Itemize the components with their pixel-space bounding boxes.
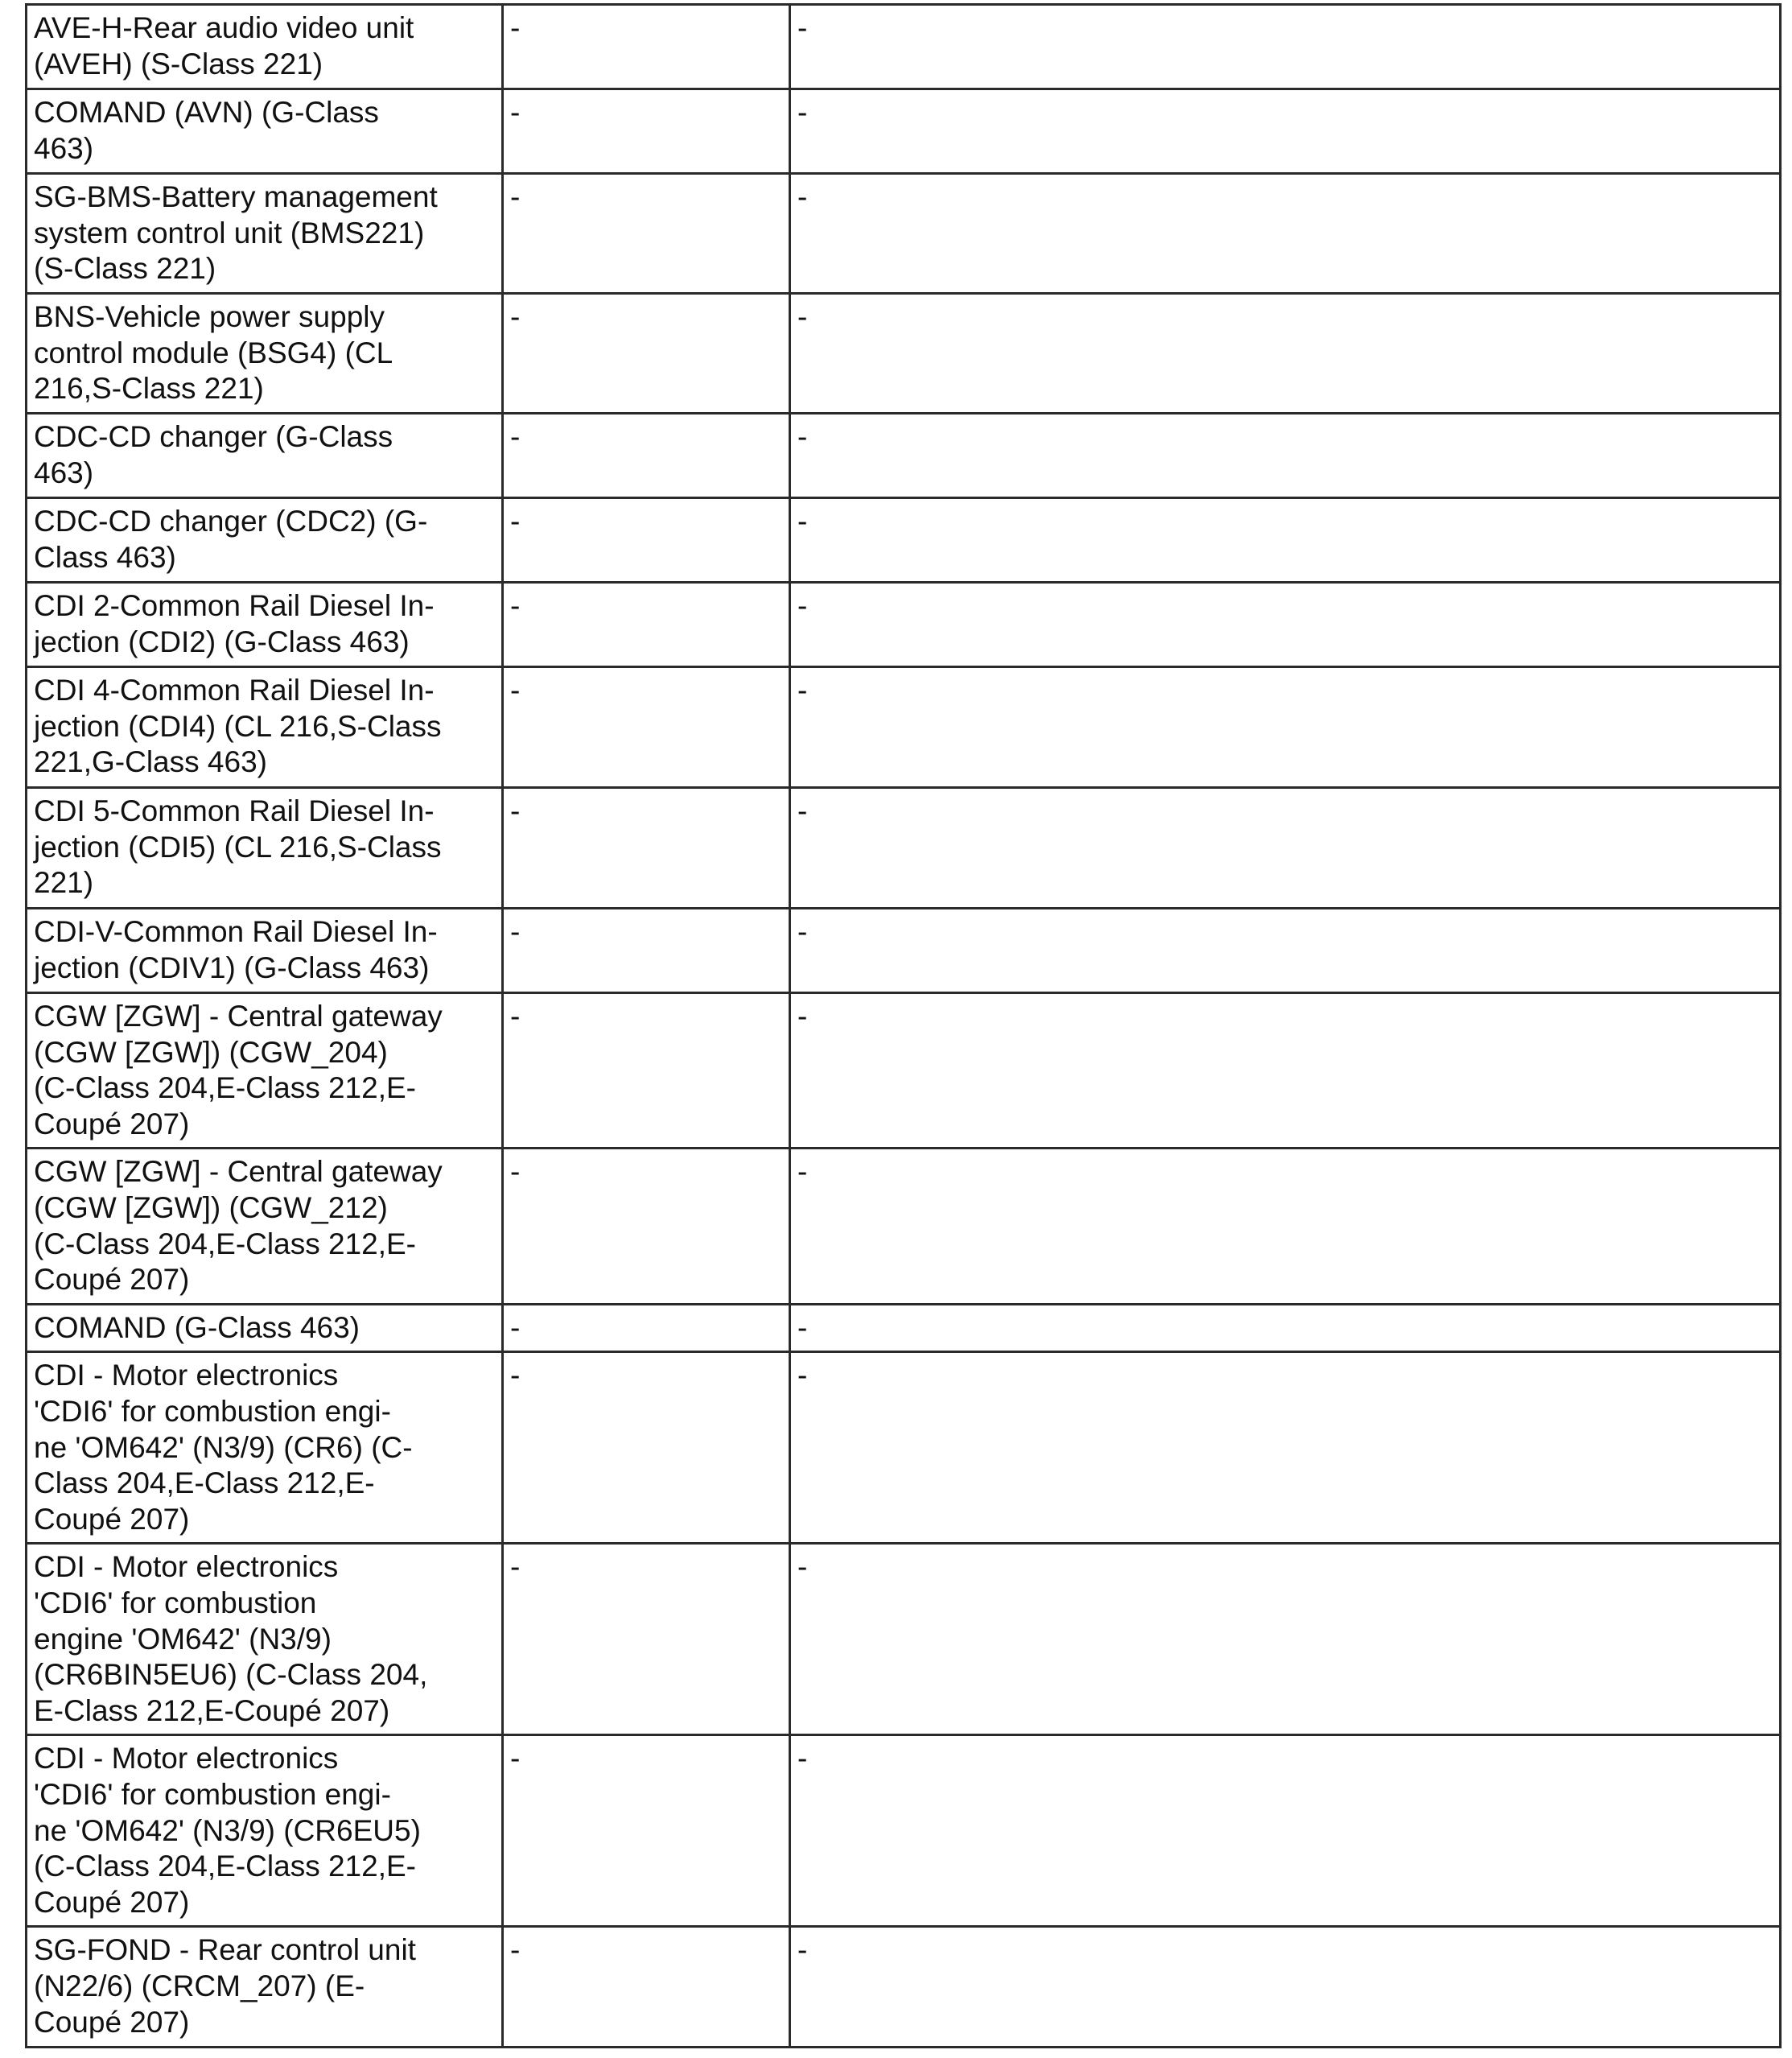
- value-cell: -: [790, 1352, 1781, 1544]
- value-cell: -: [790, 909, 1781, 993]
- control-unit-cell: COMAND (G-Class 463): [27, 1304, 503, 1352]
- value-cell: -: [503, 1149, 790, 1304]
- control-unit-cell: CDC-CD changer (G-Class 463): [27, 414, 503, 498]
- value-cell: -: [790, 667, 1781, 788]
- table-row: [27, 498, 1781, 583]
- table-row: [27, 667, 1781, 788]
- value-cell: -: [790, 1304, 1781, 1352]
- value-cell: -: [503, 1735, 790, 1927]
- table-row: [27, 294, 1781, 414]
- value-cell: -: [503, 5, 790, 89]
- value-cell: -: [503, 294, 790, 414]
- control-unit-cell: AVE-H-Rear audio video unit (AVEH) (S-Class 221): [27, 5, 503, 89]
- control-unit-cell: CDI 4-Common Rail Diesel In- jection (CDI4) (CL 216,S-Class 221,G-Class 463): [27, 667, 503, 788]
- control-unit-cell: CGW [ZGW] - Central gateway (CGW [ZGW]) (CGW_204) (C-Class 204,E-Class 212,E- Coupé 207): [27, 993, 503, 1149]
- control-unit-cell: BNS-Vehicle power supply control module (BSG4) (CL 216,S-Class 221): [27, 294, 503, 414]
- table-row: [27, 5, 1781, 89]
- value-cell: -: [790, 583, 1781, 667]
- control-unit-cell: CDC-CD changer (CDC2) (G- Class 463): [27, 498, 503, 583]
- table-body: [27, 5, 1781, 2048]
- value-cell: -: [503, 788, 790, 909]
- value-cell: -: [790, 1735, 1781, 1927]
- control-unit-cell: CDI 5-Common Rail Diesel In- jection (CDI5) (CL 216,S-Class 221): [27, 788, 503, 909]
- value-cell: -: [790, 788, 1781, 909]
- value-cell: -: [503, 1927, 790, 2048]
- value-cell: -: [503, 583, 790, 667]
- control-unit-cell: CDI - Motor electronics 'CDI6' for combustion engine 'OM642' (N3/9) (CR6BIN5EU6) (C-Class 204, E-Class 212,E-Coupé 207): [27, 1544, 503, 1735]
- control-unit-cell: CDI 2-Common Rail Diesel In- jection (CDI2) (G-Class 463): [27, 583, 503, 667]
- value-cell: -: [790, 993, 1781, 1149]
- table-row: [27, 1735, 1781, 1927]
- value-cell: -: [790, 174, 1781, 294]
- table-row: [27, 583, 1781, 667]
- value-cell: -: [790, 414, 1781, 498]
- table-row: [27, 89, 1781, 174]
- value-cell: -: [503, 1544, 790, 1735]
- table-row: [27, 1304, 1781, 1352]
- value-cell: -: [790, 294, 1781, 414]
- value-cell: -: [790, 89, 1781, 174]
- value-cell: -: [790, 1149, 1781, 1304]
- control-unit-table: [25, 3, 1782, 2048]
- value-cell: -: [503, 89, 790, 174]
- value-cell: -: [503, 414, 790, 498]
- value-cell: -: [503, 667, 790, 788]
- value-cell: -: [503, 909, 790, 993]
- value-cell: -: [790, 1927, 1781, 2048]
- table-row: [27, 909, 1781, 993]
- value-cell: -: [790, 5, 1781, 89]
- control-unit-cell: CDI-V-Common Rail Diesel In- jection (CDIV1) (G-Class 463): [27, 909, 503, 993]
- control-unit-cell: CDI - Motor electronics 'CDI6' for combustion engi- ne 'OM642' (N3/9) (CR6EU5) (C-Class 204,E-Class 212,E- Coupé 207): [27, 1735, 503, 1927]
- value-cell: -: [503, 1304, 790, 1352]
- table-row: [27, 174, 1781, 294]
- control-unit-cell: COMAND (AVN) (G-Class 463): [27, 89, 503, 174]
- control-unit-cell: CGW [ZGW] - Central gateway (CGW [ZGW]) (CGW_212) (C-Class 204,E-Class 212,E- Coupé 207): [27, 1149, 503, 1304]
- table-row: [27, 1352, 1781, 1544]
- control-unit-cell: SG-FOND - Rear control unit (N22/6) (CRCM_207) (E- Coupé 207): [27, 1927, 503, 2048]
- table-row: [27, 1927, 1781, 2048]
- table-row: [27, 414, 1781, 498]
- value-cell: -: [503, 993, 790, 1149]
- table-row: [27, 1149, 1781, 1304]
- value-cell: -: [790, 1544, 1781, 1735]
- control-unit-cell: CDI - Motor electronics 'CDI6' for combustion engi- ne 'OM642' (N3/9) (CR6) (C- Class 204,E-Class 212,E- Coupé 207): [27, 1352, 503, 1544]
- table-row: [27, 993, 1781, 1149]
- table-row: [27, 788, 1781, 909]
- value-cell: -: [503, 174, 790, 294]
- table-row: [27, 1544, 1781, 1735]
- control-unit-cell: SG-BMS-Battery management system control unit (BMS221) (S-Class 221): [27, 174, 503, 294]
- value-cell: -: [503, 1352, 790, 1544]
- value-cell: -: [790, 498, 1781, 583]
- value-cell: -: [503, 498, 790, 583]
